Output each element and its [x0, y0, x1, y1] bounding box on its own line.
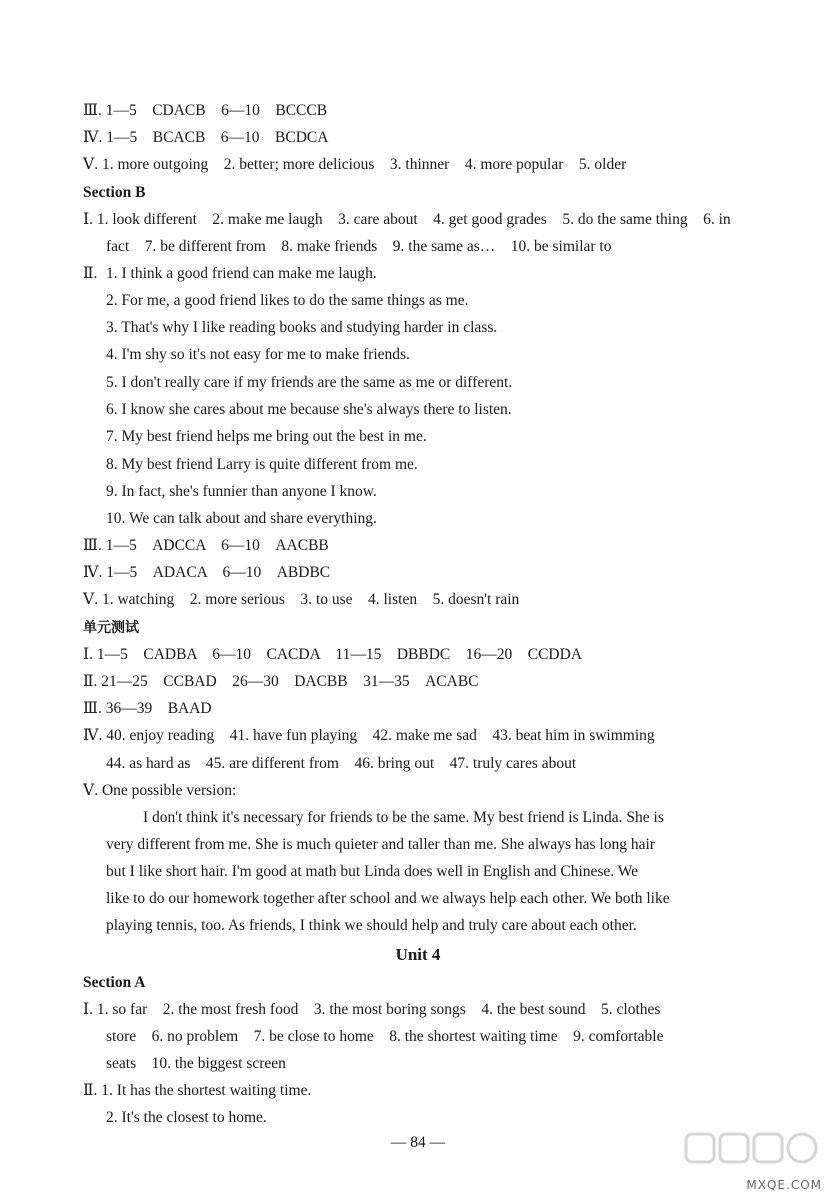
section-b-i-line1: Ⅰ. 1. look different 2. make me laugh 3. care about 4. get good grades 5. do the same thing 6. in: [83, 211, 731, 228]
unit-4-ii-line1: Ⅱ. 1. It has the shortest waiting time.: [83, 1082, 312, 1099]
unit-4-i-line3: seats 10. the biggest screen: [106, 1055, 286, 1072]
essay-line: I don't think it's necessary for friends to be the same. My best friend is Linda. She is: [143, 809, 664, 826]
exercise-iv-answers: Ⅳ. 1—5 BCACB 6—10 BCDCA: [83, 129, 329, 146]
unit-test-v-label: Ⅴ. One possible version:: [83, 782, 237, 799]
page-number: — 84 —: [390, 1134, 446, 1151]
section-b-ii-item: 6. I know she cares about me because she's always there to listen.: [106, 401, 512, 418]
section-b-ii-item: 3. That's why I like reading books and studying harder in class.: [106, 319, 498, 336]
unit-test-i-answers: Ⅰ. 1—5 CADBA 6—10 CACDA 11—15 DBBDC 16—20 CCDDA: [83, 646, 583, 663]
essay-line: very different from me. She is much quieter and taller than me. She always has long hair: [106, 836, 655, 853]
unit-4-i-line1: Ⅰ. 1. so far 2. the most fresh food 3. the most boring songs 4. the best sound 5. clothes: [83, 1001, 661, 1018]
unit-4-i-line2: store 6. no problem 7. be close to home 8. the shortest waiting time 9. comfortable: [106, 1028, 664, 1045]
section-b-v-answers: Ⅴ. 1. watching 2. more serious 3. to use 4. listen 5. doesn't rain: [83, 591, 520, 608]
section-b-ii-label: Ⅱ.: [83, 265, 98, 282]
section-b-ii-item: 4. I'm shy so it's not easy for me to make friends.: [106, 346, 410, 363]
section-b-ii-item: 7. My best friend helps me bring out the best in me.: [106, 428, 427, 445]
section-b-ii-item: 8. My best friend Larry is quite different from me.: [106, 456, 418, 473]
section-b-ii-item: 9. In fact, she's funnier than anyone I know.: [106, 483, 377, 500]
section-b-iv-answers: Ⅳ. 1—5 ADACA 6—10 ABDBC: [83, 564, 331, 581]
section-b-heading: Section B: [83, 184, 146, 201]
section-b-ii-item: 1. I think a good friend can make me laugh.: [106, 265, 377, 282]
section-b-ii-item: 2. For me, a good friend likes to do the same things as me.: [106, 292, 469, 309]
essay-line: but I like short hair. I'm good at math but Linda does well in English and Chinese. We: [106, 863, 639, 880]
section-b-i-line2: fact 7. be different from 8. make friends 9. the same as… 10. be similar to: [106, 238, 612, 255]
unit-4-ii-line2: 2. It's the closest to home.: [106, 1109, 267, 1126]
exercise-iii-answers: Ⅲ. 1—5 CDACB 6—10 BCCCB: [83, 102, 328, 119]
unit-test-heading: 单元测试: [83, 620, 139, 636]
unit-test-ii-answers: Ⅱ. 21—25 CCBAD 26—30 DACBB 31—35 ACABC: [83, 673, 479, 690]
unit-4-title: Unit 4: [395, 945, 441, 964]
unit-test-iii-answers: Ⅲ. 36—39 BAAD: [83, 700, 212, 717]
watermark-text: MXQE.COM: [746, 1178, 822, 1192]
section-b-ii-item: 10. We can talk about and share everything.: [106, 510, 377, 527]
unit-4-section-a-heading: Section A: [83, 974, 146, 991]
essay-line: like to do our homework together after school and we always help each other. We both like: [106, 890, 670, 907]
essay-line: playing tennis, too. As friends, I think we should help and truly care about each other.: [106, 917, 637, 934]
unit-test-iv-line1: Ⅳ. 40. enjoy reading 41. have fun playing 42. make me sad 43. beat him in swimming: [83, 727, 655, 744]
section-b-iii-answers: Ⅲ. 1—5 ADCCA 6—10 AACBB: [83, 537, 329, 554]
unit-test-iv-line2: 44. as hard as 45. are different from 46. bring out 47. truly cares about: [106, 755, 577, 772]
exercise-v-answers: Ⅴ. 1. more outgoing 2. better; more delicious 3. thinner 4. more popular 5. older: [83, 156, 627, 173]
section-b-ii-item: 5. I don't really care if my friends are the same as me or different.: [106, 374, 513, 391]
